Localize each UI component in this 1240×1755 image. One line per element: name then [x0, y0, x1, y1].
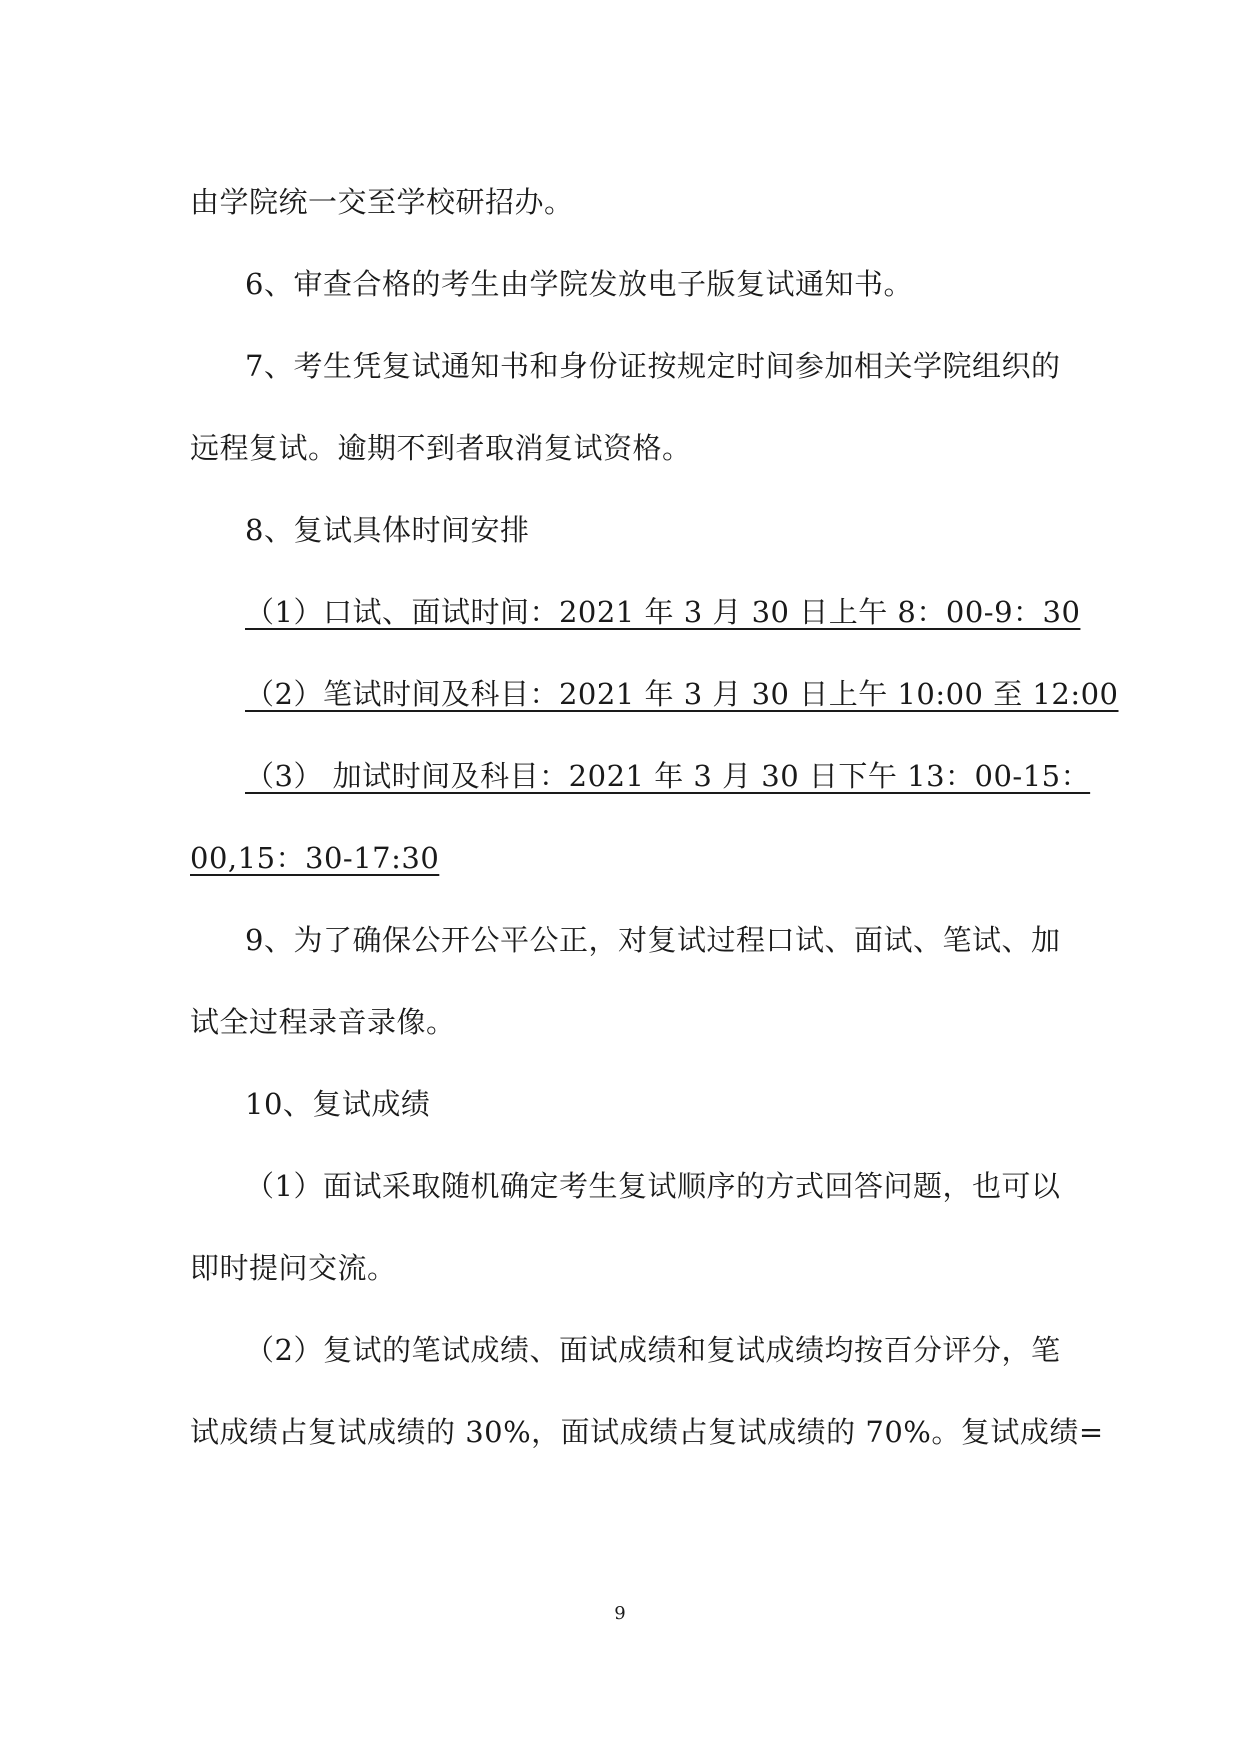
paragraph-item-8: 8、复试具体时间安排 [245, 513, 530, 547]
schedule-written-exam: （2）笔试时间及科目：2021 年 3 月 30 日上午 10:00 至 12:00 [245, 677, 1119, 711]
paragraph-line: 试成绩占复试成绩的 30%，面试成绩占复试成绩的 70%。复试成绩= [190, 1415, 1104, 1449]
page-number: 9 [614, 1603, 626, 1624]
paragraph-line: 试全过程录音录像。 [190, 1005, 456, 1039]
paragraph-line: 即时提问交流。 [190, 1251, 397, 1285]
paragraph-sub-item-2: （2）复试的笔试成绩、面试成绩和复试成绩均按百分评分，笔 [245, 1333, 1061, 1367]
paragraph-item-10: 10、复试成绩 [245, 1087, 431, 1121]
paragraph-item-6: 6、审查合格的考生由学院发放电子版复试通知书。 [245, 267, 913, 301]
schedule-extra-exam: （3） 加试时间及科目：2021 年 3 月 30 日下午 13：00-15： [245, 759, 1091, 793]
schedule-oral-interview: （1）口试、面试时间：2021 年 3 月 30 日上午 8：00-9：30 [245, 595, 1081, 629]
paragraph-item-7: 7、考生凭复试通知书和身份证按规定时间参加相关学院组织的 [245, 349, 1061, 383]
paragraph-item-9: 9、为了确保公开公平公正，对复试过程口试、面试、笔试、加 [245, 923, 1061, 957]
paragraph-line: 由学院统一交至学校研招办。 [190, 185, 574, 219]
paragraph-sub-item-1: （1）面试采取随机确定考生复试顺序的方式回答问题，也可以 [245, 1169, 1061, 1203]
schedule-extra-exam-continued: 00,15：30-17:30 [190, 841, 440, 875]
paragraph-line: 远程复试。逾期不到者取消复试资格。 [190, 431, 692, 465]
